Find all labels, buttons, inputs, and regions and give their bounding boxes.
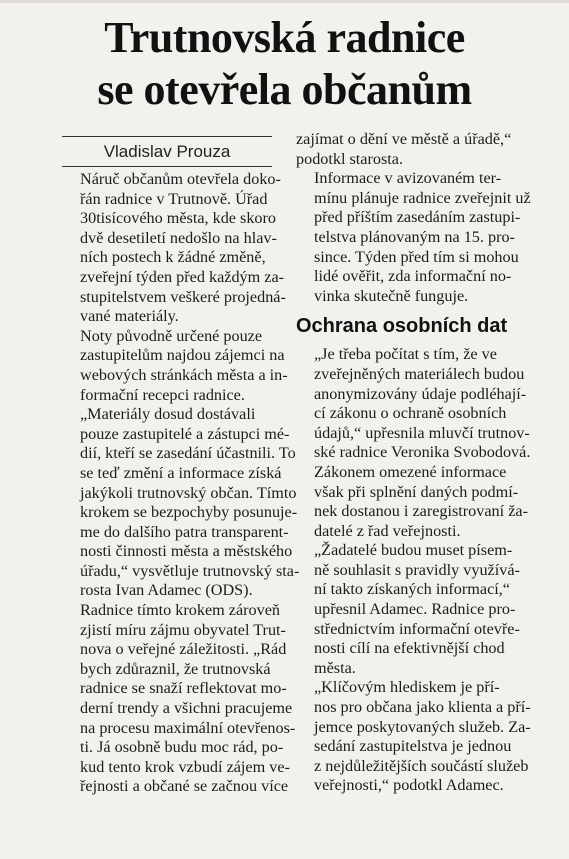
paragraph: [296, 169, 534, 306]
text-line: nosti cílí na efektivnější chod: [314, 639, 505, 658]
byline: Vladislav Prouza: [103, 142, 231, 161]
text-line: vinka skutečně funguje.: [314, 286, 469, 305]
paragraph: [62, 601, 296, 797]
text-line: ních postech k žádné změně,: [80, 248, 266, 267]
text-line: dvě desetiletí nedošlo na hlav-: [80, 228, 277, 247]
text-line: telstva plánovaným na 15. pro-: [314, 227, 515, 246]
text-line: zajímat o dění ve městě a úřadě,“: [296, 130, 512, 148]
text-line: „Žadatelé budou muset písem-: [314, 541, 513, 560]
text-line: radnice se snaží reflektovat mo-: [80, 679, 287, 698]
text-line: kud tento krok vzbudí zájem ve-: [80, 757, 290, 776]
text-line: Noty původně určené pouze: [80, 326, 263, 345]
headline-line-2: se otevřela občanům: [97, 65, 472, 114]
text-line: Informace v avizovaném ter-: [314, 169, 502, 188]
text-line: vané materiály.: [80, 307, 179, 326]
text-line: ské radnice Veronika Svobodová.: [314, 443, 531, 462]
text-line: Zákonem omezené informace: [314, 462, 507, 481]
text-line: „Je třeba počítat s tím, že ve: [314, 345, 497, 364]
text-line: zastupitelům najdou zájemci na: [80, 346, 285, 365]
text-line: jakýkoli trutnovský občan. Tímto: [80, 483, 297, 502]
text-line: zveřejní týden před každým za-: [80, 267, 285, 286]
text-line: střednictvím informační otevře-: [314, 619, 520, 638]
headline-line-1: Trutnovská radnice: [104, 13, 465, 62]
text-line: webových stránkách města a in-: [80, 365, 288, 384]
text-line: stupitelstvem veškeré projedná-: [80, 287, 286, 306]
text-line: se teď změní a informace získá: [80, 463, 282, 482]
text-line: Náruč občanům otevřela doko-: [80, 170, 281, 188]
text-line: před příštím zasedáním zastupi-: [314, 208, 521, 227]
text-line: ní takto získaných informací,“: [314, 580, 510, 599]
paragraph: [296, 678, 534, 796]
text-line: řán radnice v Trutnově. Úřad: [80, 189, 268, 208]
byline-top-rule: [62, 136, 272, 137]
text-line: lidé ověřit, zda informační no-: [314, 267, 512, 286]
paragraph-continued: [296, 130, 534, 169]
text-line: formační recepci radnice.: [80, 385, 245, 404]
text-line: nosti činnosti města a městského: [80, 542, 293, 561]
text-line: nos pro občana jako klienta a pří-: [314, 698, 531, 717]
text-line: ně souhlasit s pravidly využívá-: [314, 560, 520, 579]
text-line: dií, kteří se zasedání účastnili. To: [80, 444, 296, 463]
byline-bottom-rule: [62, 166, 272, 167]
text-line: sedání zastupitelstva je jednou: [314, 737, 512, 756]
paragraph: [62, 170, 286, 327]
text-line: bych zdůraznil, že trutnovská: [80, 659, 271, 678]
text-line: údajů,“ upřesnila mluvčí trutnov-: [314, 423, 530, 442]
text-line: anonymizovány údaje podléhají-: [314, 384, 527, 403]
text-line: datelé z řad veřejnosti.: [314, 521, 461, 540]
text-line: veřejnosti,“ podotkl Adamec.: [314, 776, 504, 795]
text-line: derní trendy a všichni pracujeme: [80, 699, 293, 718]
text-line: zveřejněných materiálech budou: [314, 364, 525, 383]
text-line: me do dalšího patra transparent-: [80, 522, 289, 541]
paragraph: [62, 405, 300, 601]
subheading: Ochrana osobních dat: [296, 315, 508, 338]
text-line: krokem se bezpochyby posunuje-: [80, 503, 298, 522]
paragraph: [296, 345, 534, 541]
text-line: cí zákonu o ochraně osobních: [314, 404, 507, 423]
text-line: pouze zastupitelé a zástupci mé-: [80, 424, 290, 443]
text-line: rosta Ivan Adamec (ODS).: [80, 581, 253, 600]
text-line: však při splnění daných podmí-: [314, 482, 519, 501]
text-line: jemce poskytovaných služeb. Za-: [314, 717, 531, 736]
text-line: „Klíčovým hlediskem je pří-: [314, 678, 500, 697]
headline: [0, 12, 569, 116]
text-line: podotkl starosta.: [296, 149, 404, 168]
text-line: zjistí míru zájmu obyvatel Trut-: [80, 620, 286, 639]
text-line: nova o veřejné záležitosti. „Rád: [80, 640, 287, 659]
page-edge: [0, 0, 569, 3]
text-line: z nejdůležitějších součástí služeb: [314, 756, 529, 775]
text-line: nek dostanou i zaregistrovaní ža-: [314, 502, 528, 521]
text-line: Radnice tímto krokem zároveň: [80, 601, 281, 620]
text-line: „Materiály dosud dostávali: [80, 405, 256, 424]
text-line: since. Týden před tím si mohou: [314, 247, 519, 266]
text-line: úřadu,“ vysvětluje trutnovský sta-: [80, 561, 300, 580]
text-line: upřesnil Adamec. Radnice pro-: [314, 600, 516, 619]
text-line: města.: [314, 658, 356, 677]
left-column: [62, 170, 300, 797]
text-line: 30tisícového města, kde skoro: [80, 209, 277, 228]
right-column: [296, 130, 534, 796]
text-line: ti. Já osobně budu moc rád, po-: [80, 738, 284, 757]
text-line: mínu plánuje radnice zveřejnit už: [314, 188, 531, 207]
text-line: na procesu maximální otevřenos-: [80, 718, 296, 737]
paragraph: [296, 541, 534, 678]
text-line: řejnosti a občané se začnou více: [80, 777, 289, 796]
paragraph: [62, 326, 288, 405]
